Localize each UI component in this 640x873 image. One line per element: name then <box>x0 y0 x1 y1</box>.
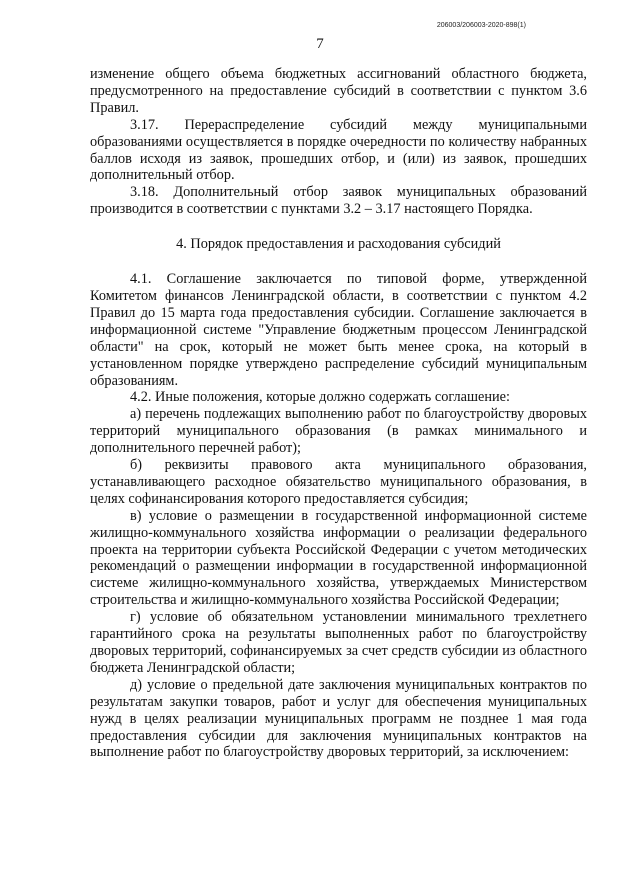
list-item-g: г) условие об обязательном установлении минимального трехлетнего гарантийного срока на результаты выполненных работ по благоустройству дворовых территорий, софинансируемых за счет средств субсидии из областного бюджета Ленинградской области; <box>90 609 587 676</box>
list-item-d: д) условие о предельной дате заключения муниципальных контрактов по результатам закупки товаров, работ и услуг для обеспечения муниципальных нужд в целях реализации муниципальных программ не позднее 1 мая года предоставления субсидии для заключения муниципальных контрактов на выполнение работ по благоустройству дворовых территорий, за исключением: <box>90 676 587 761</box>
list-item-a: а) перечень подлежащих выполнению работ по благоустройству дворовых территорий муниципального образования (в рамках минимального и дополнительного перечней работ); <box>90 406 587 457</box>
paragraph-4-2: 4.2. Иные положения, которые должно содержать соглашение: <box>130 389 510 406</box>
document-id: 206003/206003-2020-898(1) <box>436 22 526 29</box>
list-item-b: б) реквизиты правового акта муниципального образования, устанавливающего расходное обязательство муниципального образования, в целях софинансирования которого предоставляется субсидия; <box>90 457 587 507</box>
page-number: 7 <box>316 36 324 52</box>
paragraph-4-1: 4.1. Соглашение заключается по типовой форме, утвержденной Комитетом финансов Ленинградской области, в соответствии с пунктом 4.2 Правил до 15 марта года предоставления субсидии. Соглашение заключается в информационной системе "Управление бюджетным процессом Ленинградской области" на срок, который не может быть менее срока, на который в установленном порядке утверждено распределение субсидий муниципальным образованиям. <box>90 271 587 389</box>
document-body <box>90 66 587 761</box>
paragraph-3-18: 3.18. Дополнительный отбор заявок муниципальных образований производится в соответствии с пунктами 3.2 – 3.17 настоящего Порядка. <box>90 184 587 218</box>
section-heading: 4. Порядок предоставления и расходования субсидий <box>176 236 501 253</box>
paragraph-continuation: изменение общего объема бюджетных ассигнований областного бюджета, предусмотренного на предоставление субсидий в соответствии с пунктом 3.6 Правил. <box>90 66 587 116</box>
list-item-v: в) условие о размещении в государственной информационной системе жилищно-коммунального хозяйства информации о реализации федерального проекта на территории субъекта Российской Федерации с учетом методических рекомендаций о размещении информации в государственной информационной системе жилищно-коммунального хозяйства, утверждаемых Министерством строительства и жилищно-коммунального хозяйства Российской Федерации; <box>90 507 587 609</box>
paragraph-3-17: 3.17. Перераспределение субсидий между муниципальными образованиями осуществляется в порядке очередности по количеству набранных баллов исходя из заявок, прошедших отбор, и (или) из заявок, прошедших дополнительный отбор. <box>90 116 587 184</box>
